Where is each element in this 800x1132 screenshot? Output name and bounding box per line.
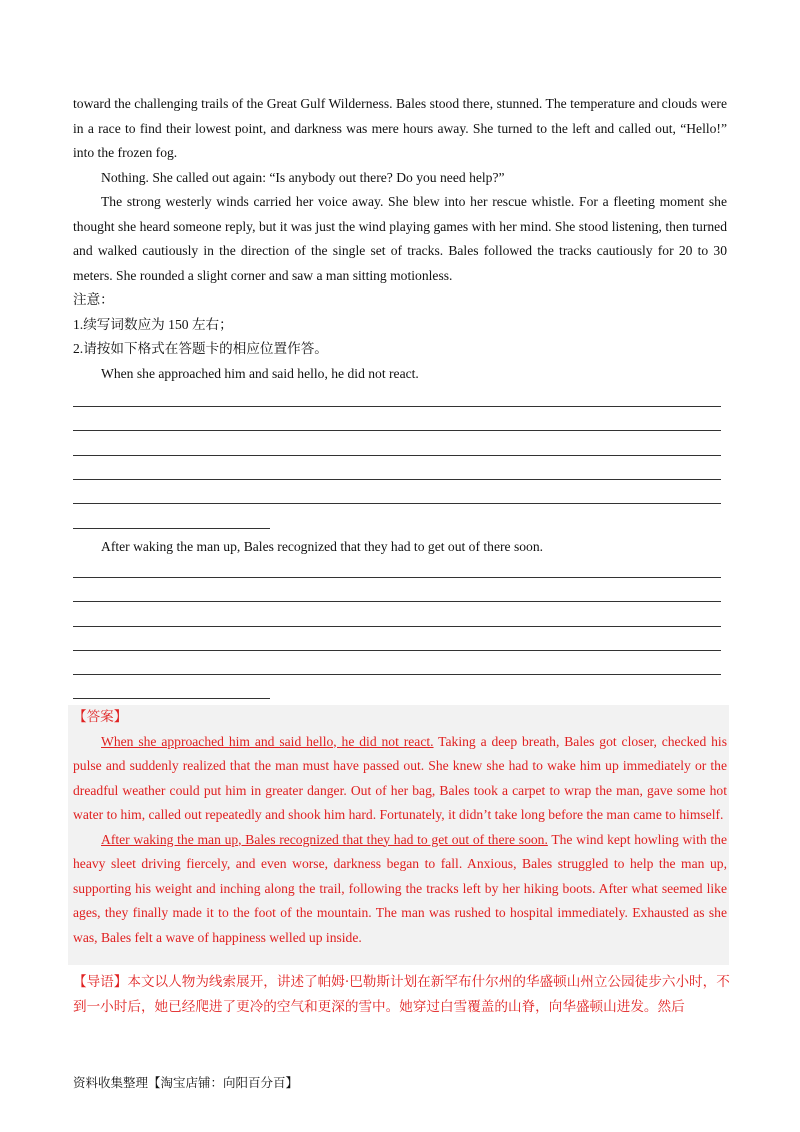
answer-paragraph-2-text: The wind kept howling with the heavy sleet driving fiercely, and even worse, darkness began to fall. Anxious, Bales struggled to help the man up, supporting his weight and inching along the trail, following the tracks left by her hiking boots. After what seemed like ages, they finally made it to the foot of the mountain. The man was rushed to hospital immediately. Exhausted as she was, Bales felt a wave of happiness welled up inside. <box>73 831 727 945</box>
writing-line <box>73 626 721 627</box>
writing-line <box>73 479 721 480</box>
writing-line-short <box>73 528 270 529</box>
writing-line <box>73 406 721 407</box>
story-paragraph-1: toward the challenging trails of the Great Gulf Wilderness. Bales stood there, stunned. The temperature and clouds were in a race to find their lowest point, and darkness was mere hours away. She turned to the left and called out, “Hello!” into the frozen fog. <box>73 96 727 160</box>
writing-line <box>73 503 721 504</box>
writing-line <box>73 455 721 456</box>
guide-text: 本文以人物为线索展开，讲述了帕姆·巴勒斯计划在新罕布什尔州的华盛顿山州立公园徒步六小时，不到一小时后，她已经爬进了更冷的空气和更深的雪中。她穿过白雪覆盖的山脊，向华盛顿山进发。然后 <box>73 974 730 1015</box>
guide-label: 【导语】 <box>73 974 128 990</box>
notes-item-2: 2.请按如下格式在答题卡的相应位置作答。 <box>73 341 328 356</box>
answer-paragraph-1 <box>73 730 727 828</box>
writing-line-short <box>73 698 270 699</box>
notes-item-1: 1.续写词数应为 150 左右； <box>73 316 233 332</box>
prompt-second: After waking the man up, Bales recognized that they had to get out of there soon. <box>101 539 544 554</box>
writing-line <box>73 577 721 578</box>
answer-paragraph-1-prompt: When she approached him and said hello, he did not react. <box>101 733 434 749</box>
notes-heading: 注意： <box>73 292 114 307</box>
answer-label: 【答案】 <box>73 709 128 725</box>
writing-line <box>73 430 721 431</box>
answer-paragraph-2 <box>73 828 727 951</box>
writing-line <box>73 650 721 651</box>
story-paragraph-2: Nothing. She called out again: “Is anybody out there? Do you need help?” <box>101 169 505 185</box>
page-footer: 资料收集整理【淘宝店铺：向阳百分百】 <box>73 1075 299 1090</box>
answer-paragraph-1-text: Taking a deep breath, Bales got closer, checked his pulse and suddenly realized that the man must have passed out. She knew she had to wake him up immediately or the dreadful weather could put him in greater danger. Out of her bag, Bales took a carpet to wrap the man, gave some hot water to him, called out repeatedly and shook him hard. Fortunately, it didn’t take long before the man came to himself. <box>73 733 727 822</box>
writing-line <box>73 674 721 675</box>
prompt-first: When she approached him and said hello, he did not react. <box>101 365 419 381</box>
story-paragraph-3: The strong westerly winds carried her voice away. She blew into her rescue whistle. For a fleeting moment she thought she heard someone reply, but it was just the wind playing games with her mind. She stood listening, then turned and walked cautiously in the direction of the single set of tracks. Bales followed the tracks cautiously for 20 to 30 meters. She rounded a slight corner and saw a man sitting motionless. <box>73 194 727 283</box>
prompt-second-block <box>73 535 727 560</box>
writing-line <box>73 601 721 602</box>
answer-paragraph-2-prompt: After waking the man up, Bales recognized that they had to get out of there soon. <box>101 831 548 847</box>
guide-section <box>73 970 733 1019</box>
answer-section <box>73 705 727 950</box>
story-excerpt <box>73 92 727 386</box>
